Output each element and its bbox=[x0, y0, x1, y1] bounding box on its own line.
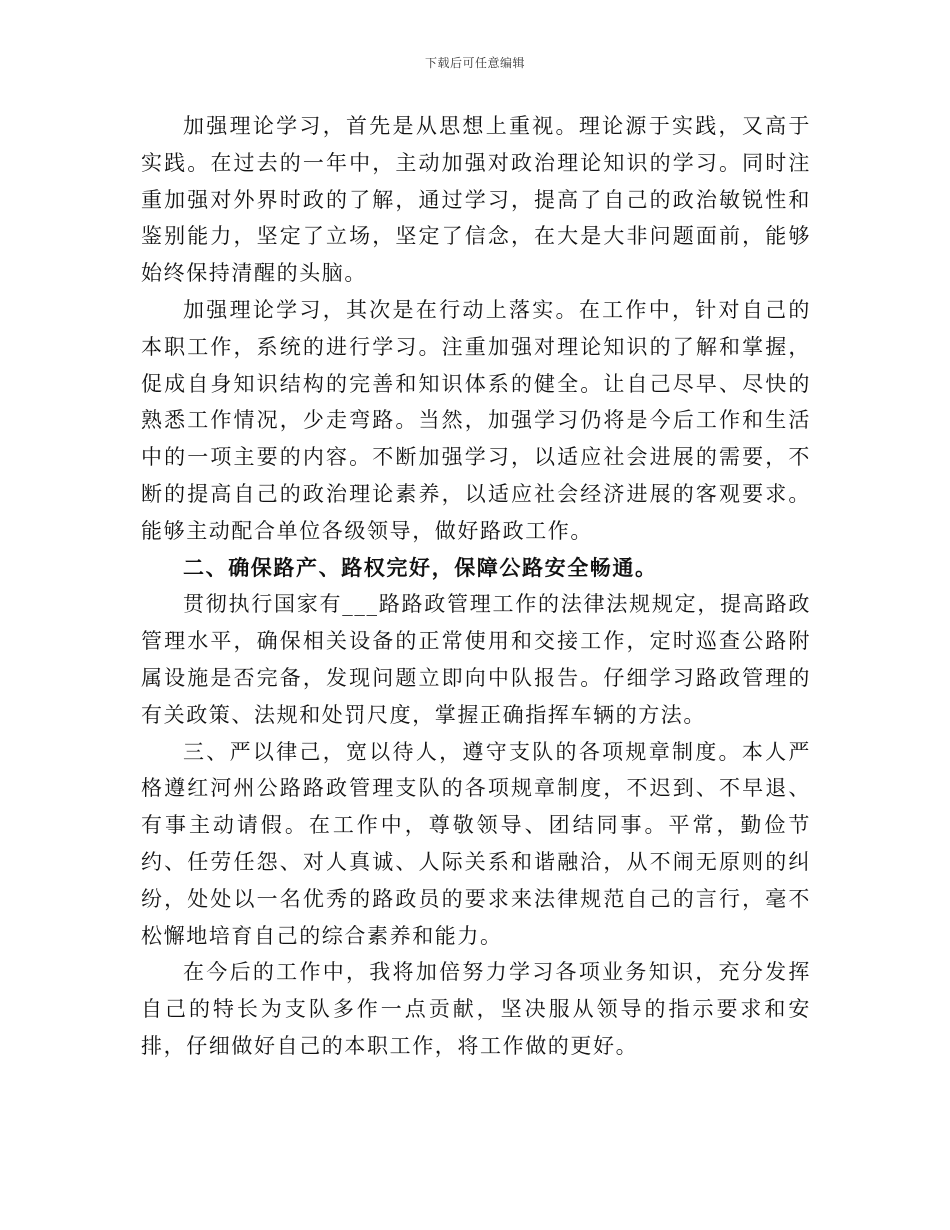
paragraph-theory-study-second: 加强理论学习，其次是在行动上落实。在工作中，针对自己的本职工作，系统的进行学习。注重加强对理论知识的了解和掌握，促成自身知识结构的完善和知识体系的健全。让自己尽早、尽快的熟悉工作情况，少走弯路。当然，加强学习仍将是今后工作和生活中的一项主要的内容。不断加强学习，以适应社会进展的需要，不断的提高自己的政治理论素养，以适应社会经济进展的客观要求。能够主动配合单位各级领导，做好路政工作。 bbox=[141, 297, 811, 543]
paragraph-theory-study-first: 加强理论学习，首先是从思想上重视。理论源于实践，又高于实践。在过去的一年中，主动加强对政治理论知识的学习。同时注重加强对外界时政的了解，通过学习，提高了自己的政治敏锐性和鉴别能力，坚定了立场，坚定了信念，在大是大非问题面前，能够始终保持清醒的头脑。 bbox=[141, 114, 811, 286]
paragraph-self-discipline: 三、严以律己，宽以待人，遵守支队的各项规章制度。本人严格遵红河州公路路政管理支队的各项规章制度，不迟到、不早退、有事主动请假。在工作中，尊敬领导、团结同事。平常，勤俭节约、任劳任怨、对人真诚、人际关系和谐融洽，从不闹无原则的纠纷，处处以一名优秀的路政员的要求来法律规范自己的言行，毫不松懈地培育自己的综合素养和能力。 bbox=[141, 739, 811, 948]
document-body bbox=[141, 108, 811, 1065]
section-heading-road-safety: 二、确保路产、路权完好，保障公路安全畅通。 bbox=[183, 554, 658, 580]
page-header: 下载后可任意编辑 bbox=[424, 56, 525, 70]
paragraph-future-work: 在今后的工作中，我将加倍努力学习各项业务知识，充分发挥自己的特长为支队多作一点贡献，坚决服从领导的指示要求和安排，仔细做好自己的本职工作，将工作做的更好。 bbox=[141, 960, 811, 1058]
paragraph-road-management: 贯彻执行国家有___路路政管理工作的法律法规规定，提高路政管理水平，确保相关设备的正常使用和交接工作，定时巡查公路附属设施是否完备，发现问题立即向中队报告。仔细学习路政管理的有关政策、法规和处罚尺度，掌握正确指挥车辆的方法。 bbox=[141, 592, 811, 727]
